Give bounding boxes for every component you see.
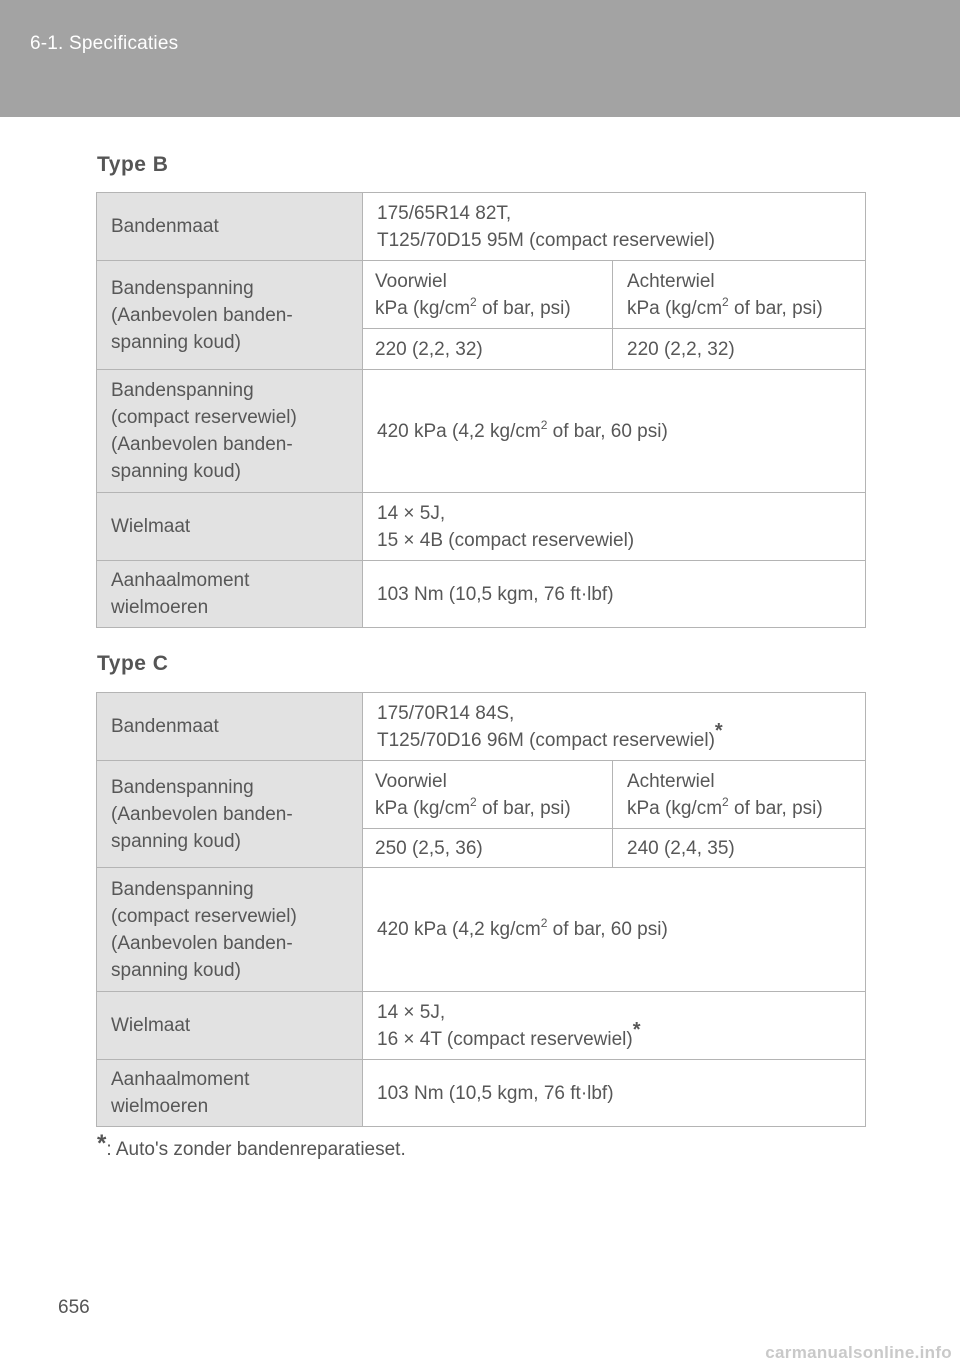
torque-label: Aanhaalmoment wielmoeren (97, 1060, 363, 1127)
tire-size-value: 175/65R14 82T, T125/70D15 95M (compact reservewiel) (363, 193, 866, 261)
spare-pressure-label: Bandenspanning (compact reservewiel) (Aanbevolen banden- spanning koud) (97, 370, 363, 493)
table-row (97, 992, 866, 1060)
tire-size-label: Bandenmaat (97, 193, 363, 261)
torque-value: 103 Nm (10,5 kgm, 76 ft·lbf) (363, 561, 866, 628)
table-row (97, 761, 866, 829)
type-c-title: Type C (97, 652, 169, 675)
front-pressure-value: 220 (2,2, 32) (363, 329, 613, 370)
table-row (97, 193, 866, 261)
wheel-size-value: 14 × 5J, 16 × 4T (compact reservewiel)* (363, 992, 866, 1060)
tire-size-value: 175/70R14 84S, T125/70D16 96M (compact reservewiel)* (363, 693, 866, 761)
type-c-spec-table (96, 692, 866, 1127)
footnote (97, 1130, 406, 1161)
tire-size-label: Bandenmaat (97, 693, 363, 761)
page-header (0, 0, 960, 117)
page-number: 656 (58, 1297, 90, 1318)
torque-value: 103 Nm (10,5 kgm, 76 ft·lbf) (363, 1060, 866, 1127)
torque-label: Aanhaalmoment wielmoeren (97, 561, 363, 628)
pressure-label: Bandenspanning (Aanbevolen banden- spanning koud) (97, 261, 363, 370)
spare-pressure-label: Bandenspanning (compact reservewiel) (Aanbevolen banden- spanning koud) (97, 868, 363, 992)
rear-wheel-header: Achterwiel kPa ($kg/cm^2$ of bar, psi) (613, 261, 866, 329)
type-b-title: Type B (97, 153, 169, 176)
rear-pressure-value: 240 (2,4, 35) (613, 829, 866, 868)
table-row (97, 868, 866, 992)
wheel-size-label: Wielmaat (97, 992, 363, 1060)
wheel-size-value: 14 × 5J, 15 × 4B (compact reservewiel) (363, 493, 866, 561)
table-row (97, 261, 866, 329)
front-wheel-header: Voorwiel kPa ($kg/cm^2$ of bar, psi) (363, 761, 613, 829)
footnote-marker: * (97, 1130, 107, 1157)
spare-pressure-value: 420 kPa (4,2 $kg/cm^2$ of bar, 60 psi) (363, 370, 866, 493)
front-pressure-value: 250 (2,5, 36) (363, 829, 613, 868)
wheel-size-label: Wielmaat (97, 493, 363, 561)
table-row (97, 1060, 866, 1127)
footnote-marker: * (632, 1018, 641, 1041)
pressure-label: Bandenspanning (Aanbevolen banden- spanning koud) (97, 761, 363, 868)
footnote-text: : Auto's zonder bandenreparatieset. (106, 1139, 406, 1160)
table-row (97, 561, 866, 628)
spare-pressure-value: 420 kPa (4,2 $kg/cm^2$ of bar, 60 psi) (363, 868, 866, 992)
table-row (97, 370, 866, 493)
footnote-marker: * (714, 719, 723, 742)
front-wheel-header: Voorwiel kPa ($kg/cm^2$ of bar, psi) (363, 261, 613, 329)
section-breadcrumb: 6-1. Specificaties (30, 33, 179, 54)
watermark: carmanualsonline.info (765, 1343, 952, 1362)
rear-wheel-header: Achterwiel kPa ($kg/cm^2$ of bar, psi) (613, 761, 866, 829)
table-row (97, 693, 866, 761)
rear-pressure-value: 220 (2,2, 32) (613, 329, 866, 370)
table-row (97, 493, 866, 561)
type-b-spec-table (96, 192, 866, 628)
